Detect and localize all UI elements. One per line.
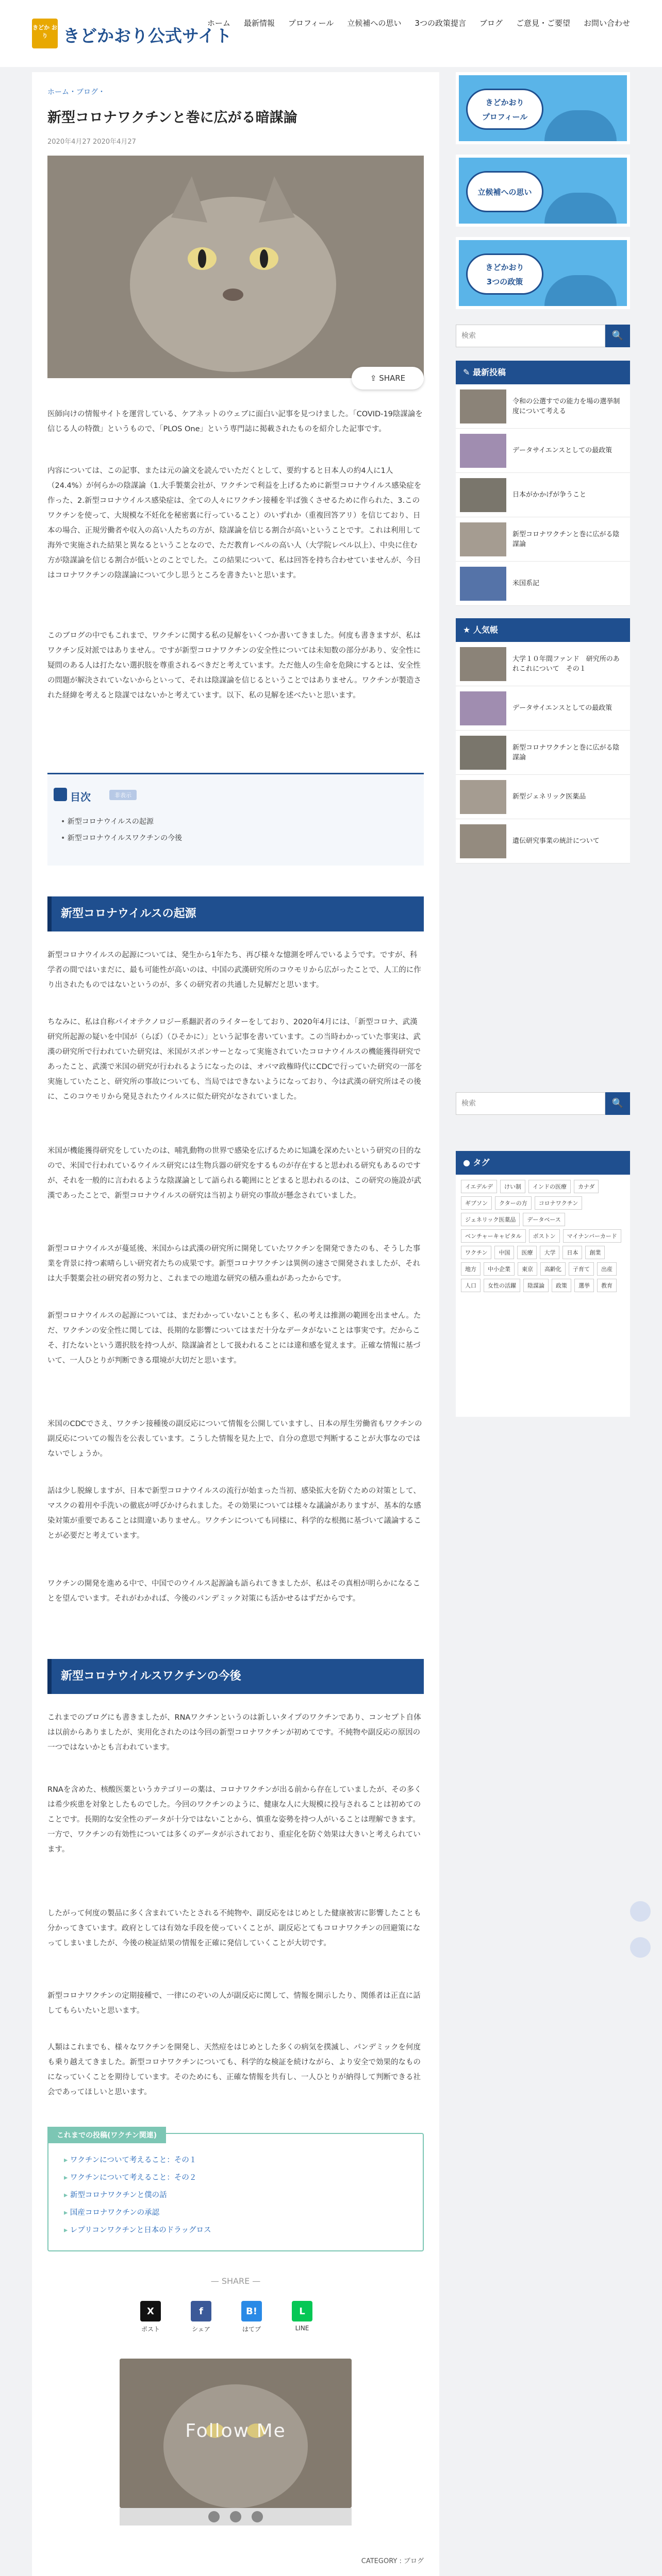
- tag-link[interactable]: コロナワクチン: [535, 1196, 582, 1210]
- nav-candidacy[interactable]: 立候補への思い: [347, 19, 402, 28]
- banner-graphic: [544, 193, 617, 224]
- banner-label: きどかおり プロフィール: [466, 89, 543, 130]
- section-heading: 新型コロナウイルスワクチンの今後: [47, 1659, 424, 1694]
- tag-link[interactable]: ベンチャーキャピタル: [461, 1229, 526, 1243]
- paragraph: RNAを含めた、核酸医薬というカテゴリーの薬は、コロナワクチンが出る前から存在していましたが、その多くは希少疾患を対象としたものでした。今回のワクチンのように、健康な人に大規模に投与されることは初めてのことです。長期的な安全性のデータが十分ではないことから、慎重な姿勢を持つ人がいることは理解できます。一方で、ワクチンの有効性については多くのデータが示されており、重症化を防ぐ効果は大きいと考えられています。: [47, 1786, 422, 1854]
- thumbnail: [460, 522, 506, 556]
- post-dates: 2020年4月27 2020年4月27: [47, 138, 136, 146]
- tag-link[interactable]: インドの医療: [528, 1180, 571, 1193]
- toc-title: 目次: [70, 791, 91, 803]
- tag-link[interactable]: カナダ: [574, 1180, 599, 1193]
- paragraph: このブログの中でもこれまで、ワクチンに関する私の見解をいくつか書いてきました。何度も書きますが、私はワクチン反対派ではありません。ですが新型コロナワクチンの安全性については未知数の部分があり、安全性に疑問のある人は打たない選択肢を尊重されるべきだと考えています。ただ他人の生命を危険にするとは、安全性の問題が解決されていないからといって、それは陰謀論を信じるということではありません。ワクチンが製造された経緯を考えると陰謀ではないかと考えています。以下、私の見解を述べたいと思います。: [47, 632, 421, 700]
- popular-posts-heading: ★ 人気帳: [456, 618, 630, 642]
- search-input[interactable]: [456, 1092, 605, 1115]
- tag-link[interactable]: 日本: [562, 1246, 582, 1259]
- tag-link[interactable]: 医療: [517, 1246, 537, 1259]
- list-item[interactable]: [456, 686, 630, 731]
- tag-link[interactable]: 出産: [597, 1262, 617, 1276]
- thumbnail: [460, 478, 506, 512]
- paragraph: 話は少し脱線しますが、日本で新型コロナウイルスの流行が始まった当初、感染拡大を防ぐための対策として、マスクの着用や手洗いの徹底が呼びかけられました。その効果については様々な議論がありますが、基本的な感染対策が重要であることは間違いありません。ワクチンについても同様に、科学的な根拠に基づいて議論することが必要だと考えています。: [47, 1487, 421, 1540]
- x-icon[interactable]: [208, 2511, 220, 2522]
- share-line-button[interactable]: [292, 2301, 312, 2333]
- tag-link[interactable]: 子育て: [569, 1262, 594, 1276]
- list-item-title: 遺伝研究事業の統計について: [512, 837, 600, 845]
- nav-news[interactable]: 最新情報: [243, 19, 275, 28]
- nav-home[interactable]: ホーム: [207, 19, 230, 28]
- tag-link[interactable]: 東京: [518, 1262, 537, 1276]
- related-posts-box: [47, 2133, 424, 2251]
- share-label: はてブ: [242, 2326, 261, 2333]
- tag-link[interactable]: 教育: [597, 1279, 617, 1292]
- paragraph: 新型コロナウイルスの起源については、発生から1年たち、再び様々な憶測を呼んでいるようです。ですが、科学者の間ではいまだに、最も可能性が高いのは、中国の武漢研究所のコウモリから広がったことで、人工的に作り出されたものではないというのが、多くの研究者の共通した見解だと思います。: [47, 951, 421, 989]
- list-item[interactable]: [456, 775, 630, 819]
- related-link[interactable]: レプリコンワクチンと日本のドラッグロス: [70, 2226, 211, 2234]
- paragraph: ちなみに、私は自称パイオテクノロジー系翻訳者のライターをしており、2020年4月には、「新型コロナ、武漢研究所起源の疑いを中国が（らぼ）（ひそかに）」という記事を書いています。この当時わかっていた事実は、武漢の研究所で行われていた研究は、米国がスポンサーとなって実施されていたコロナウイルスの機能獲得研究であったこと、武漢で米国の研究が行われるようになったのは、オバマ政権時代にCDCで行っていた研究の一部を実施していたこと、研究所の事故についても、当局ではできないようになっており、今は武漢の研究所はその後に、このコウモリから発見されたウイルスに似た研究がなされていました。: [47, 1018, 422, 1101]
- list-item-title: 新型コロナワクチンと巻に広がる陰謀論: [512, 530, 620, 548]
- share-label: ポスト: [141, 2326, 160, 2333]
- facebook-icon: f: [191, 2301, 211, 2321]
- search-icon: 🔍: [611, 330, 624, 341]
- list-item-title: 米国系記: [512, 580, 540, 587]
- profile-banner[interactable]: [456, 72, 630, 144]
- thumbnail: [460, 780, 506, 814]
- article-card: [32, 72, 439, 2576]
- paragraph: ワクチンの開発を進める中で、中国でのウイルス起源論も語られてきましたが、私はその真相が明らかになることを望んでいます。それがわかれば、今後のパンデミック対策にも活かせるはずだからです。: [47, 1580, 421, 1603]
- thumbnail: [460, 647, 506, 681]
- share-label: シェア: [192, 2326, 210, 2333]
- banner-label: 立候補への思い: [466, 171, 543, 212]
- list-item-title: 日本がかかげが争うこと: [512, 491, 587, 499]
- global-nav: [207, 18, 630, 28]
- table-of-contents: [47, 773, 424, 866]
- paragraph: 米国のCDCでさえ、ワクチン接種後の副反応について情報を公開していますし、日本の厚生労働省もワクチンの副反応についての報告を公表しています。こうした情報を見た上で、自分の意思で判断することが大事なのではないでしょうか。: [47, 1420, 422, 1458]
- list-item[interactable]: [64, 2187, 211, 2204]
- thumbnail: [460, 434, 506, 468]
- search-input[interactable]: [456, 325, 605, 347]
- toc-item[interactable]: • 新型コロナウイルスの起源: [61, 814, 182, 830]
- list-item[interactable]: [456, 429, 630, 473]
- thumbnail: [460, 691, 506, 725]
- tag-heading: ● タグ: [456, 1151, 630, 1175]
- category-link[interactable]: CATEGORY : ブログ: [361, 2557, 424, 2565]
- share-buttons: [140, 2301, 312, 2333]
- cat-photo: [47, 156, 424, 378]
- list-item[interactable]: [64, 2222, 211, 2239]
- hatena-icon: B!: [241, 2301, 262, 2321]
- sidebar-search-2: [456, 1092, 630, 1115]
- paragraph: 人類はこれまでも、様々なワクチンを開発し、天然痘をはじめとした多くの病気を撲滅し、パンデミックを何度も乗り越えてきました。新型コロナワクチンについても、科学的な検証を続けながら、より安全で効果的なものになっていくことを期待しています。そのためにも、正確な情報を共有し、一人ひとりが納得して判断できる社会であってほしいと思います。: [47, 2043, 421, 2096]
- list-item-title: データサイエンスとしての最政策: [512, 704, 613, 712]
- tag-link[interactable]: 大学: [540, 1246, 559, 1259]
- share-facebook-button[interactable]: [191, 2301, 211, 2333]
- banner-label: きどかおり 3つの政策: [466, 253, 543, 295]
- list-item-title: 新型ジェネリック医薬品: [512, 793, 586, 801]
- sidebar-search: [456, 325, 630, 347]
- share-x-button[interactable]: [140, 2301, 161, 2333]
- page-title: 新型コロナワクチンと巻に広がる暗謀論: [47, 110, 297, 126]
- x-icon: X: [140, 2301, 161, 2321]
- nav-feedback[interactable]: ご意見・ご要望: [516, 19, 570, 28]
- share-label: LINE: [295, 2325, 309, 2332]
- list-item[interactable]: [456, 384, 630, 429]
- tag-link[interactable]: クターの方: [495, 1196, 532, 1210]
- tag-link[interactable]: 創業: [585, 1246, 605, 1259]
- tag-link[interactable]: ギブソン: [461, 1196, 492, 1210]
- follow-me-card: [120, 2359, 352, 2508]
- related-link[interactable]: ワクチンについて考えること：その１: [70, 2156, 197, 2164]
- paragraph: 新型コロナウイルスが蔓延後、米国からは武漢の研究所に開発していたワクチンを開発できたのも、そうした事業を背景に持つ素晴らしい研究者たちの成果です。新型コロナワクチンは異例の速さで開発されましたが、それは大手製薬会社の研究者の努力と、これまでの地道な研究の積み重ねがあったからです。: [47, 1245, 421, 1283]
- search-button[interactable]: [605, 325, 630, 347]
- list-item[interactable]: [456, 562, 630, 606]
- scroll-top-button[interactable]: [630, 1901, 651, 1922]
- share-icon: ⇪: [370, 374, 379, 383]
- list-icon: [54, 788, 67, 801]
- recent-posts-list: [456, 384, 630, 606]
- tag-link[interactable]: 中国: [494, 1246, 514, 1259]
- tag-link[interactable]: 政策: [552, 1279, 571, 1292]
- list-item-title: 令和の公選すでの能力を場の選挙制度について考える: [512, 397, 620, 415]
- share-hatena-button[interactable]: [241, 2301, 262, 2333]
- feedly-icon[interactable]: [252, 2511, 263, 2522]
- site-logo[interactable]: きどか おり: [32, 19, 58, 48]
- nav-blog[interactable]: ブログ: [479, 19, 503, 28]
- tag-link[interactable]: 中小企業: [484, 1262, 515, 1276]
- tag-link[interactable]: ボストン: [529, 1229, 560, 1243]
- popular-posts-list: [456, 642, 630, 863]
- tag-link[interactable]: イエデルデ: [461, 1180, 497, 1193]
- tag-link[interactable]: 人口: [461, 1279, 481, 1292]
- list-item-title: 大学１０年間ファンド 研究所のあれこれについて その１: [512, 655, 620, 673]
- tag-link[interactable]: ワクチン: [461, 1246, 491, 1259]
- tag-link[interactable]: けい制: [500, 1180, 525, 1193]
- follow-me-text: Follow Me: [185, 2420, 286, 2442]
- toc-item[interactable]: • 新型コロナウイルスワクチンの今後: [61, 830, 182, 846]
- banner-graphic: [544, 110, 617, 141]
- thumbnail: [460, 736, 506, 770]
- toc-toggle-button[interactable]: 非表示: [109, 790, 137, 800]
- paragraph: 医師向けの情報サイトを運営している、ケアネットのウェブに面白い記事を見つけました。「COVID-19陰謀論を信じる人の特徴」というもので、「PLOS One」という専門誌に掲載されたものを紹介した記事です。: [47, 410, 423, 433]
- nav-profile[interactable]: プロフィール: [288, 19, 334, 28]
- list-item-title: 新型コロナワクチンと巻に広がる陰謀論: [512, 743, 620, 761]
- paragraph: 新型コロナウイルスの起源については、まだわかっていないことも多く、私の考えは推測の範囲を出ません。ただ、ワクチンの安全性に関しては、長期的な影響についてはまだ十分なデータがないことは事実です。だからこそ、打たないという選択肢を持つ人が、陰謀論者として扱われることには違和感を覚えます。正確な情報に基づいて、一人ひとりが判断できる環境が大切だと思います。: [47, 1312, 421, 1365]
- paragraph: 新型コロナワクチンの定期接種で、一律にのぞいの人が副反応に関して、情報を開示したり、関係者は正直に話してもらいたいと思います。: [47, 1992, 421, 2015]
- share-button[interactable]: ⇪ SHARE: [352, 367, 424, 389]
- banner-graphic: [544, 275, 617, 306]
- site-title[interactable]: きどかおり公式サイト: [63, 26, 232, 46]
- scroll-bottom-button[interactable]: [630, 1937, 651, 1958]
- list-item[interactable]: [456, 642, 630, 686]
- search-icon: 🔍: [611, 1098, 624, 1109]
- related-link[interactable]: 新型コロナワクチンと僕の話: [70, 2191, 167, 2199]
- list-item[interactable]: [64, 2151, 211, 2169]
- hero-image: [47, 156, 424, 378]
- related-box-title: これまでの投稿(ワクチン関連): [47, 2127, 166, 2143]
- tag-link[interactable]: 陰謀論: [523, 1279, 549, 1292]
- follow-buttons: [120, 2508, 352, 2526]
- line-icon: L: [292, 2301, 312, 2321]
- paragraph: したがって何度の製品に多く含まれていたとされる不純物や、副反応をはじめとした健康被害に影響したことも分かってきています。政府としては有効な手段を使っていくことが、副反応とてもコロナワクチンの回避策になってしまいましたが、今後の検証結果の情報を正確に発信していくことが大切です。: [47, 1909, 421, 1947]
- tag-link[interactable]: 高齢化: [540, 1262, 566, 1276]
- list-item[interactable]: [456, 819, 630, 863]
- list-item-title: データサイエンスとしての最政策: [512, 447, 613, 454]
- search-button[interactable]: [605, 1092, 630, 1115]
- tag-cloud: [456, 1175, 630, 1417]
- share-heading: — SHARE —: [210, 2276, 261, 2286]
- list-item[interactable]: [456, 473, 630, 517]
- list-item[interactable]: [64, 2204, 211, 2222]
- tag-link[interactable]: 地方: [461, 1262, 481, 1276]
- list-item[interactable]: [456, 731, 630, 775]
- thumbnail: [460, 824, 506, 858]
- recent-posts-heading: ✎ 最新投稿: [456, 361, 630, 384]
- paragraph: 内容については、この記事、または元の論文を読んでいただくとして、要約すると日本人の約4人に1人（24.4%）が何らかの陰謀論（1.大手製薬会社が、ワクチンで利益を上げるために新型コロナウイルス感染症を作った、2.新型コロナウイルス感染症は、全ての人々にワクチン接種を半ば強くさせるために作られた、3.このワクチンを使って、大規模な不妊化を秘密裏に行っていること）のいずれか（重複回答アリ）を信じており、日本の場合、正規労働者や収入の高い人たちの方が、陰謀論を信じる割合が高いということです。これは利用して海外で実施された結果と異なるということなので、ただ教育レベルの高い人（大学院レベル以上）、中央に住む方が陰謀論を信じる割合が低いとのことでした。この結果について、私は回答を持ち合わせていませんが、今日はコロナワクチンの陰謀論について少し思うところを書きたいと思います。: [47, 467, 422, 580]
- tag-link[interactable]: データベース: [523, 1213, 565, 1226]
- nav-contact[interactable]: お問い合わせ: [583, 19, 630, 28]
- candidacy-banner[interactable]: [456, 155, 630, 227]
- breadcrumb[interactable]: ホーム・ブログ・: [47, 88, 105, 96]
- policies-banner[interactable]: [456, 237, 630, 309]
- tag-link[interactable]: 選挙: [574, 1279, 594, 1292]
- facebook-icon[interactable]: [230, 2511, 241, 2522]
- thumbnail: [460, 567, 506, 601]
- related-link[interactable]: ワクチンについて考えること：その２: [70, 2174, 197, 2182]
- paragraph: これまでのブログにも書きましたが、RNAワクチンというのは新しいタイプのワクチンであり、コンセプト自体は以前からありましたが、実用化されたのは今回の新型コロナワクチンが初めてです。不純物や副反応の原因の一つではないかとも言われています。: [47, 1714, 421, 1752]
- tag-link[interactable]: ジェネリック医薬品: [461, 1213, 520, 1226]
- list-item[interactable]: [64, 2169, 211, 2187]
- related-link[interactable]: 国産コロナワクチンの承認: [70, 2209, 160, 2217]
- tag-link[interactable]: マイナンバーカード: [563, 1229, 621, 1243]
- thumbnail: [460, 389, 506, 423]
- site-header: [0, 0, 662, 67]
- tag-link[interactable]: 女性の活躍: [484, 1279, 520, 1292]
- paragraph: 米国が機能獲得研究をしていたのは、哺乳動物の世界で感染を広げるために知識を深めたいという研究の目的なので、米国で行われているウイルス研究には生物兵器の研究をするものが存在すると思われる研究もあるのですが、それを一般的に言われるような陰謀論として語られる範囲にとどまると思われるのは、この研究の施設が武漢であったことで、新型コロナウイルスの研究は当初より研究の事故が懸念されていました。: [47, 1147, 421, 1200]
- section-heading: 新型コロナウイルスの起源: [47, 896, 424, 931]
- nav-policies[interactable]: 3つの政策提言: [415, 19, 466, 28]
- list-item[interactable]: [456, 517, 630, 562]
